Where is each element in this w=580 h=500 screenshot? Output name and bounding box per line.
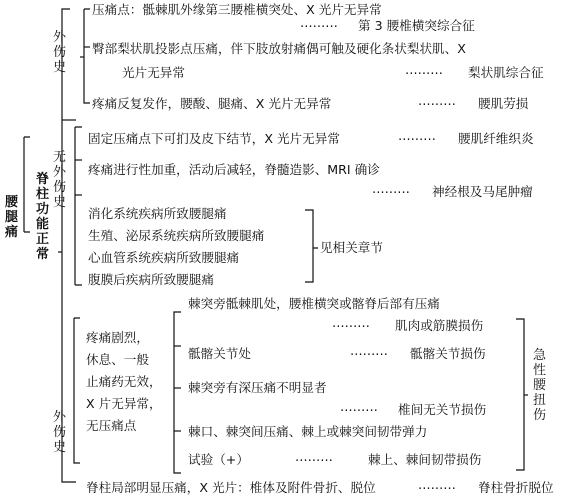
condition-line-5: 无压痛点 (86, 418, 137, 433)
dots-leader: ⋯⋯⋯ (332, 318, 370, 333)
disease-retroperitoneal: 腹膜后疾病所致腰腿痛 (88, 272, 214, 287)
see-related-chapters: 见相关章节 (320, 240, 383, 255)
item-lumbar-strain-text: 疼痛反复发作，腰酸、腿痛、X 光片无异常 (92, 96, 332, 111)
item-piriformis-result: 梨状肌综合征 (468, 65, 544, 80)
root-label: 腰腿痛 (4, 195, 18, 240)
disease-urogenital: 生殖、泌尿系统疾病所致腰腿痛 (88, 228, 265, 243)
condition-line-4: X 片无异常， (86, 396, 162, 411)
disease-digestive: 消化系统疾病所致腰腿痛 (88, 206, 227, 221)
condition-line-3: 止痛药无效， (86, 374, 162, 389)
dots-leader: ⋯⋯⋯ (350, 346, 388, 361)
item-sacroiliac-result: 骶髂关节损伤 (410, 346, 486, 361)
item-facet-text: 棘突旁有深压痛不明显者 (188, 380, 327, 395)
item-muscle-result: 肌肉或筋膜损伤 (395, 318, 484, 333)
item-lumbar3-result: 第 3 腰椎横突综合征 (358, 18, 475, 33)
no-trauma-label: 无外伤史 (52, 150, 66, 210)
acute-sprain-label: 急性腰扭伤 (532, 348, 546, 423)
condition-line-2: 休息、一般 (86, 352, 149, 367)
item-facet-result: 椎间无关节损伤 (398, 402, 487, 417)
item-tumor-text: 疼痛进行性加重，活动后减轻，脊髓造影、MRI 确诊 (88, 162, 380, 177)
item-fracture-result: 脊柱骨折脱位 (478, 480, 554, 495)
dots-leader: ⋯⋯⋯ (418, 480, 456, 495)
trauma-label-lower: 外伤史 (52, 410, 66, 455)
dots-leader: ⋯⋯⋯ (398, 131, 436, 146)
dots-leader: ⋯⋯⋯ (405, 65, 443, 80)
item-tumor-result: 神经根及马尾肿瘤 (432, 184, 533, 199)
item-muscle-text: 棘突旁骶棘肌处，腰椎横突或髂脊后部有压痛 (188, 296, 440, 311)
spine-label: 脊柱功能正常 (35, 172, 49, 262)
item-ligament-text: 棘口、棘突间压痛、棘上或棘突间韧带弹力 (188, 424, 428, 439)
item-piriformis-text-1: 臀部梨状肌投影点压痛，伴下肢放射痛偶可触及硬化条状梨状肌、X (92, 41, 466, 56)
item-ligament-test: 试验（+） (188, 452, 249, 467)
item-fibrositis-result: 腰肌纤维织炎 (458, 131, 534, 146)
dots-leader: ⋯⋯⋯ (418, 96, 456, 111)
item-sacroiliac-text: 骶髂关节处 (188, 346, 251, 361)
condition-line-1: 疼痛剧烈， (86, 330, 149, 345)
dots-leader: ⋯⋯⋯ (372, 184, 410, 199)
dots-leader: ⋯⋯⋯ (295, 452, 333, 467)
item-fibrositis-text: 固定压痛点下可扪及皮下结节，X 光片无异常 (88, 131, 340, 146)
item-fracture-text: 脊柱局部明显压痛，X 光片：椎体及附件骨折、脱位 (86, 480, 376, 495)
item-piriformis-text-2: 光片无异常 (122, 65, 185, 80)
disease-cardiovascular: 心血管系统疾病所致腰腿痛 (88, 250, 240, 265)
item-lumbar3-text: 压痛点：骶棘肌外缘第三腰椎横突处、X 光片无异常 (92, 2, 382, 17)
dots-leader: ⋯⋯⋯ (300, 18, 338, 33)
trauma-label-upper: 外伤史 (52, 30, 66, 75)
item-lumbar-strain-result: 腰肌劳损 (478, 96, 529, 111)
dots-leader: ⋯⋯⋯ (340, 402, 378, 417)
item-ligament-result: 棘上、棘间韧带损伤 (368, 452, 482, 467)
